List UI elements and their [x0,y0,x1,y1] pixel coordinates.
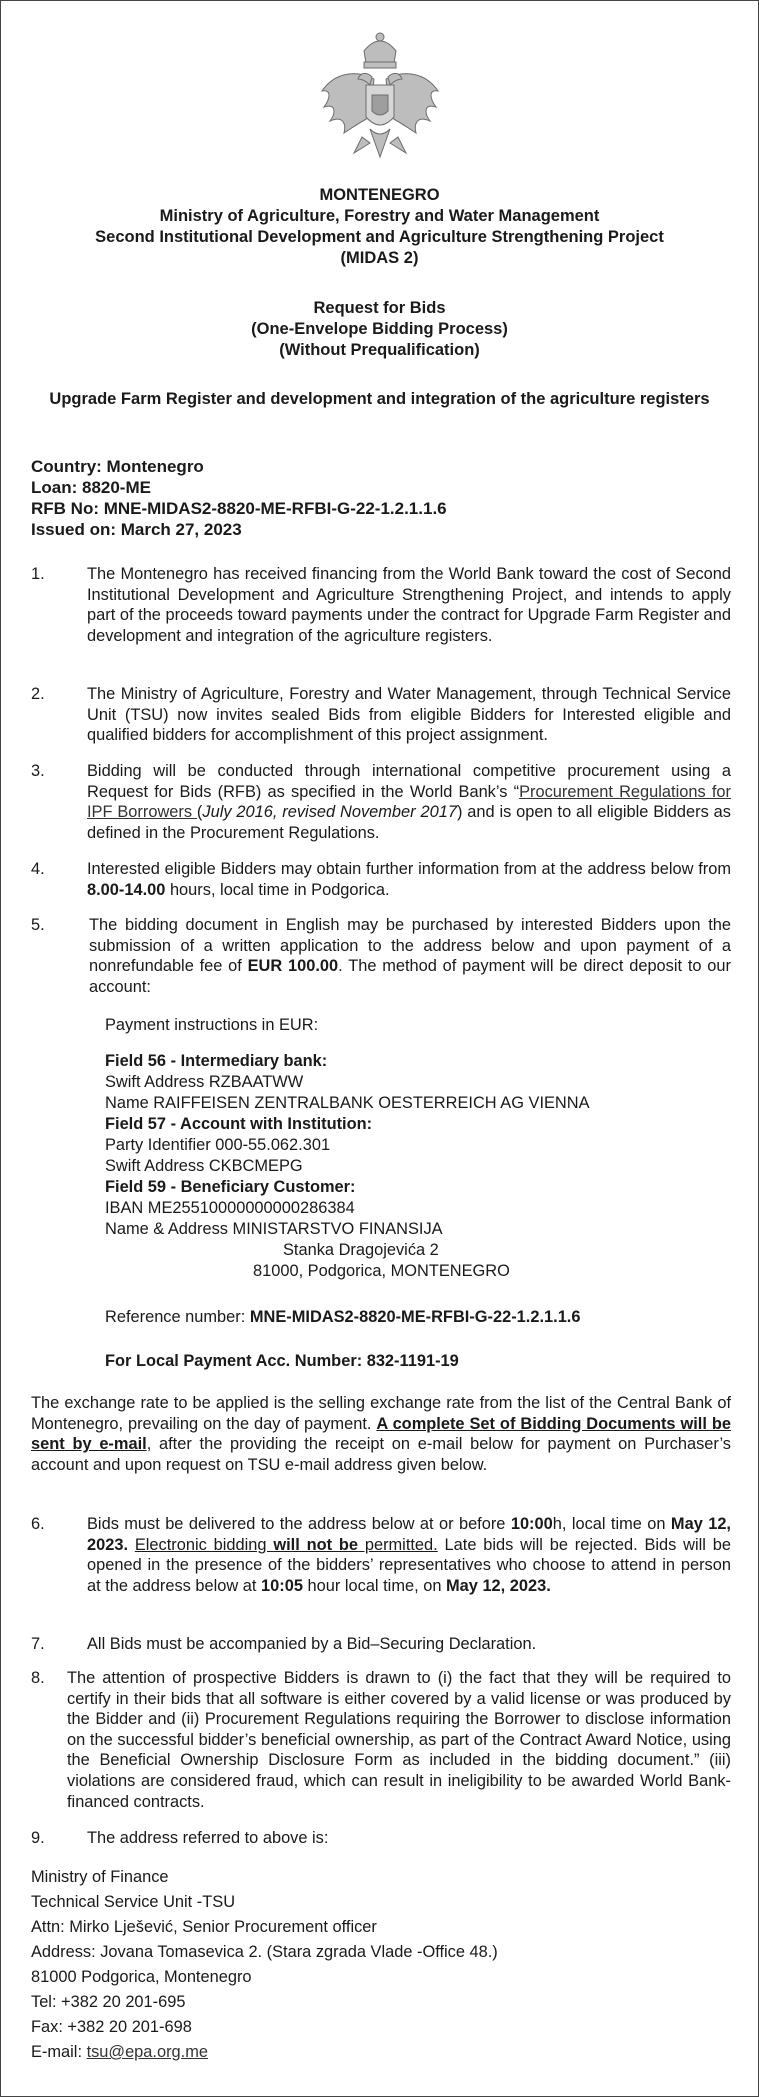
list-item [31,1514,731,1596]
meta-loan: Loan: 8820-ME [31,478,151,497]
list-item [31,564,731,646]
header-block [31,185,728,269]
meta-rfb-no: RFB No: MNE-MIDAS2-8820-ME-RFBI-G-22-1.2.1.1.6 [31,499,447,518]
iban: IBAN ME25510000000000286384 [105,1199,355,1217]
exchange-rate-paragraph: The exchange rate to be applied is the selling exchange rate from the list of the Central Bank of Montenegro, prevailing on the day of payment. A complete Set of Bidding Documents will be sent by e-mail, after the providing the receipt on e-mail below for payment on Purchaser’s account and upon request on TSU e-mail address given below. [31,1394,731,1474]
list-item [31,1668,731,1812]
item-number: 3. [31,762,45,780]
list-item [31,1634,731,1655]
item-text: The address referred to above is: [87,1829,329,1847]
address-line: Technical Service Unit -TSU [31,1893,236,1911]
contract-subject: Upgrade Farm Register and development and integration of the agriculture registers [49,390,710,408]
header-project-short: (MIDAS 2) [340,249,419,267]
item-text: Bidding will be conducted through international competitive procurement using a Request for Bids (RFB) as specified in the World Bank’s “Procurement Regulations for IPF Borrowers (July 2016, revised November 2017) and is open to all eligible Bidders as defined in the Procurement Regulations. [87,762,731,842]
montenegro-coat-of-arms-icon [316,29,444,179]
item-number: 9. [31,1829,45,1847]
item-text: The bidding document in English may be purchased by interested Bidders upon the submission of a written application to the address below and upon payment of a nonrefundable fee of EUR 100.00. The method of payment will be direct deposit to our account: [89,916,731,996]
address-line: 81000 Podgorica, Montenegro [31,1968,252,1986]
fax-line: Fax: +382 20 201-698 [31,2018,192,2036]
item-text: The attention of prospective Bidders is drawn to (i) the fact that they will be required to certify in their bids that all software is either covered by a valid license or was produced by the Bidder and (ii) Procurement Regulations requiring the Borrower to disclose information on the successful bidder’s beneficial ownership, as part of the Contract Award Notice, using the Beneficial Ownership Disclosure Form as included in the bidding document.” (iii) violations are considered fraud, which can result in ineligibility to be awarded World Bank-financed contracts. [67,1669,731,1811]
beneficiary-name-address: Name & Address MINISTARSTVO FINANSIJA [105,1220,443,1238]
rfb-process: (One-Envelope Bidding Process) [251,320,508,338]
rfb-title: Request for Bids [313,299,446,317]
phone-line: Tel: +382 20 201-695 [31,1993,186,2011]
field-57-label: Field 57 - Account with Institution: [105,1115,373,1133]
meta-issued: Issued on: March 27, 2023 [31,520,242,539]
party-identifier: Party Identifier 000-55.062.301 [105,1136,331,1154]
payment-intro: Payment instructions in EUR: [105,1016,319,1034]
header-country: MONTENEGRO [319,186,440,204]
rfb-prequal: (Without Prequalification) [279,341,480,359]
item-number: 2. [31,685,45,703]
item-text: The Montenegro has received financing from the World Bank toward the cost of Second Institutional Development and Agriculture Strengthening Project, and intends to apply part of the proceeds toward payments under the contract for Upgrade Farm Register and development and integration of the agriculture registers. [87,565,731,645]
beneficiary-street: Stanka Dragojevića 2 [283,1241,439,1259]
item-number: 1. [31,565,45,583]
meta-block [31,456,447,540]
item-text: All Bids must be accompanied by a Bid–Securing Declaration. [87,1635,537,1653]
swift-address-2: Swift Address CKBCMEPG [105,1157,303,1175]
item-number: 6. [31,1515,45,1533]
address-line: Ministry of Finance [31,1868,169,1886]
address-line: Attn: Mirko Lješević, Senior Procurement officer [31,1918,377,1936]
address-block [31,1865,731,2065]
list-item [31,859,731,900]
item-text: Bids must be delivered to the address below at or before 10:00h, local time on May 12, 2023. Electronic bidding will not be permitted. Late bids will be rejected. Bids will be opened in the presence of the bidders’ representatives who choose to attend in person at the address below at 10:05 hour local time, on May 12, 2023. [87,1515,731,1595]
payment-details [105,1051,725,1282]
field-59-label: Field 59 - Beneficiary Customer: [105,1178,356,1196]
item-number: 8. [31,1669,45,1687]
intermediary-bank-name: Name RAIFFEISEN ZENTRALBANK OESTERREICH AG VIENNA [105,1094,590,1112]
item-text: Interested eligible Bidders may obtain further information from at the address below from 8.00-14.00 hours, local time in Podgorica. [87,860,731,899]
payment-instructions [105,1015,725,1036]
reference-number: Reference number: MNE-MIDAS2-8820-ME-RFBI-G-22-1.2.1.1.6 [105,1308,581,1326]
beneficiary-city: 81000, Podgorica, MONTENEGRO [253,1262,510,1280]
meta-country: Country: Montenegro [31,457,204,476]
header-project: Second Institutional Development and Agriculture Strengthening Project [95,228,664,246]
email-line: E-mail: tsu@epa.org.me [31,2043,208,2061]
rfb-title-block [31,298,728,361]
list-item [31,761,731,843]
item-number: 7. [31,1635,45,1653]
item-number: 5. [31,916,45,934]
header-ministry: Ministry of Agriculture, Forestry and Water Management [159,207,600,225]
list-item [31,915,731,997]
swift-address-1: Swift Address RZBAATWW [105,1073,304,1091]
procurement-regulations-link[interactable]: Procurement Regulations for IPF Borrowers [87,782,731,822]
item-text: The Ministry of Agriculture, Forestry and Water Management, through Technical Service Unit (TSU) now invites sealed Bids from eligible Bidders for Interested eligible and qualified bidders for accomplishment of this project assignment. [87,685,731,745]
item-number: 4. [31,860,45,878]
list-item [31,1828,731,1849]
local-payment-account: For Local Payment Acc. Number: 832-1191-19 [105,1352,459,1370]
email-link[interactable]: tsu@epa.org.me [86,2043,208,2061]
address-line: Address: Jovana Tomasevica 2. (Stara zgrada Vlade -Office 48.) [31,1943,498,1961]
list-item [31,684,731,746]
email-delivery-note: A complete Set of Bidding Documents will be sent by e-mail [31,1414,731,1454]
field-56-label: Field 56 - Intermediary bank: [105,1052,328,1070]
